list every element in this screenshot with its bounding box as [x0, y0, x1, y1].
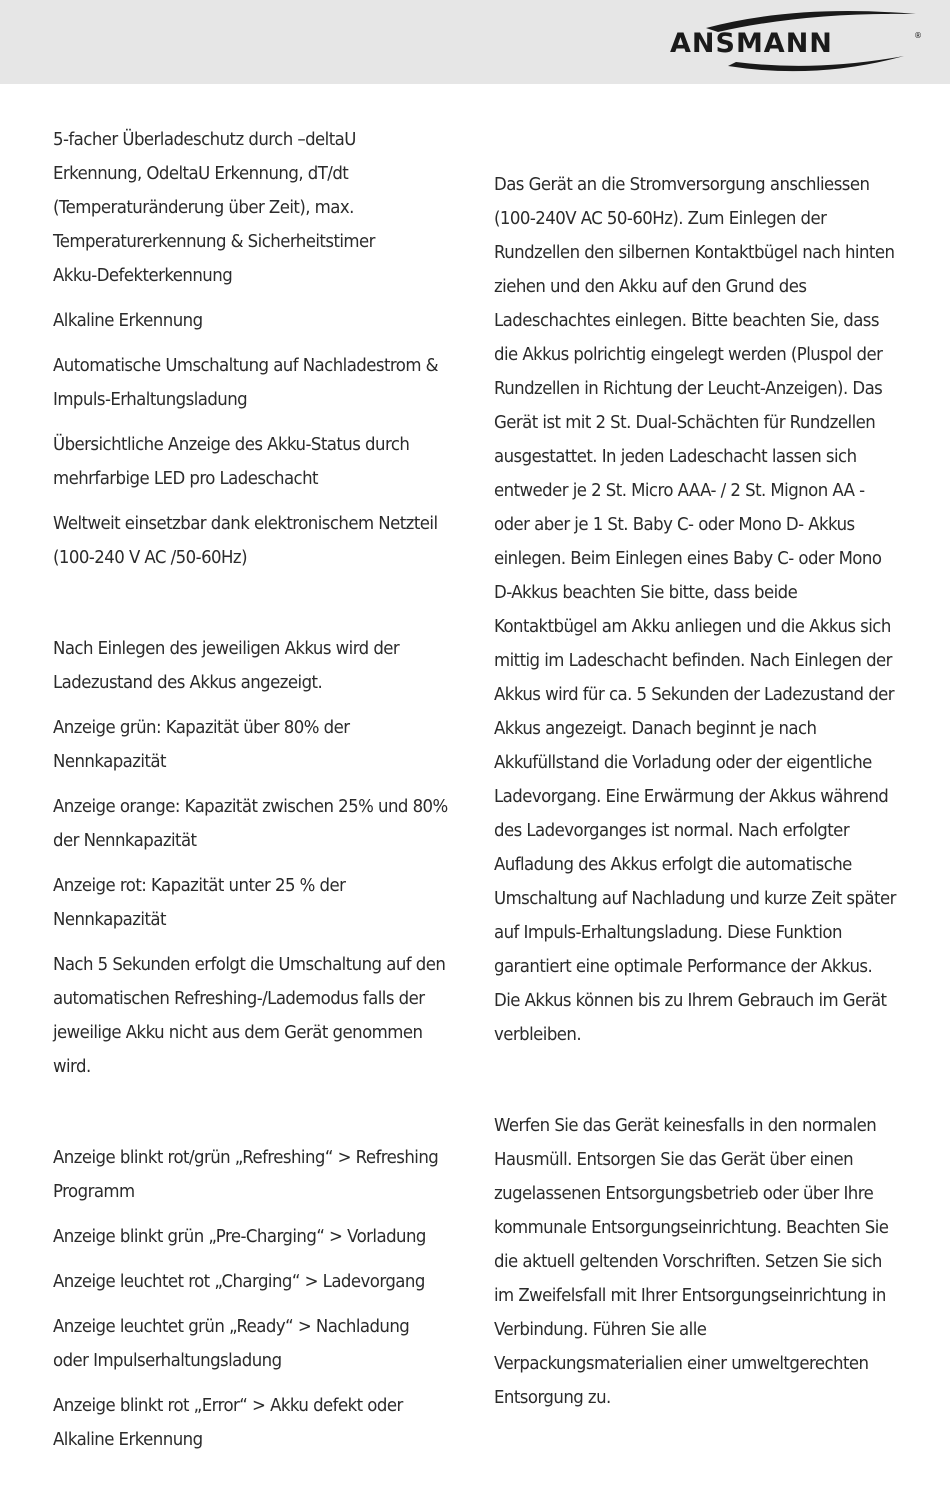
feature-auto-switch: Automatische Umschaltung auf Nachladestrom & Impuls-Erhaltungsladung: [53, 355, 439, 410]
feature-status-display: Übersichtliche Anzeige des Akku-Status durch mehrfarbige LED pro Ladeschacht: [53, 434, 410, 489]
status-ready: Anzeige leuchtet grün „Ready“ > Nachladung oder Impulserhaltungsladung: [53, 1316, 410, 1371]
feature-alkaline-detection: Alkaline Erkennung: [53, 310, 203, 331]
svg-text:®: ®: [914, 31, 922, 40]
right-column: [494, 168, 899, 1426]
status-charging: Anzeige leuchtet rot „Charging“ > Ladevorgang: [53, 1271, 425, 1292]
feature-worldwide: Weltweit einsetzbar dank elektronischem Netzteil (100-240 V AC /50-60Hz): [53, 513, 438, 568]
page-header: [0, 0, 950, 84]
disposal-instructions: Werfen Sie das Gerät keinesfalls in den normalen Hausmüll. Entsorgen Sie das Gerät über einen zugelassenen Entsorgungsbetrieb oder über Ihre kommunale Entsorgungseinrichtung. Beachten Sie die aktuell geltenden Vorschriften. Setzen Sie sich im Zweifelsfall mit Ihrer Entsorgungseinrichtung in Verbindung. Führen Sie alle Verpackungsmaterialien einer umweltgerechten Entsorgung zu.: [494, 1115, 889, 1408]
status-error: Anzeige blinkt rot „Error“ > Akku defekt oder Alkaline Erkennung: [53, 1395, 403, 1450]
display-switch-note: Nach 5 Sekunden erfolgt die Umschaltung auf den automatischen Refreshing-/Lademodus falls der jeweilige Akku nicht aus dem Gerät genommen wird.: [53, 954, 446, 1077]
status-pre-charging: Anzeige blinkt grün „Pre-Charging“ > Vorladung: [53, 1226, 426, 1247]
status-refreshing: Anzeige blinkt rot/grün „Refreshing“ > Refreshing Programm: [53, 1147, 439, 1202]
display-green: Anzeige grün: Kapazität über 80% der Nennkapazität: [53, 717, 350, 772]
display-orange: Anzeige orange: Kapazität zwischen 25% und 80% der Nennkapazität: [53, 796, 448, 851]
feature-defect-detection: Akku-Defekterkennung: [53, 265, 233, 286]
left-column: [53, 123, 449, 1468]
display-intro: Nach Einlegen des jeweiligen Akkus wird der Ladezustand des Akkus angezeigt.: [53, 638, 400, 693]
display-red: Anzeige rot: Kapazität unter 25 % der Nennkapazität: [53, 875, 346, 930]
ansmann-logo: [666, 6, 931, 76]
feature-overcharge-protection: 5-facher Überladeschutz durch –deltaU Erkennung, OdeltaU Erkennung, dT/dt (Temperaturänderung über Zeit), max. Temperaturerkennung & Sicherheitstimer: [53, 129, 375, 252]
brand-wordmark: ANSMANN: [670, 28, 833, 59]
operation-instructions: Das Gerät an die Stromversorgung anschliessen (100-240V AC 50-60Hz). Zum Einlegen der Rundzellen den silbernen Kontaktbügel nach hinten ziehen und den Akku auf den Grund des Ladeschachtes einlegen. Bitte beachten Sie, dass die Akkus polrichtig eingelegt werden (Pluspol der Rundzellen in Richtung der Leucht-Anzeigen). Das Gerät ist mit 2 St. Dual-Schächten für Rundzellen ausgestattet. In jeden Ladeschacht lassen sich entweder je 2 St. Micro AAA- / 2 St. Mignon AA - oder aber je 1 St. Baby C- oder Mono D- Akkus einlegen. Beim Einlegen eines Baby C- oder Mono D-Akkus beachten Sie bitte, dass beide Kontaktbügel am Akku anliegen und die Akkus sich mittig im Ladeschacht befinden. Nach Einlegen der Akkus wird für ca. 5 Sekunden der Ladezustand der Akkus angezeigt. Danach beginnt je nach Akkufüllstand die Vorladung oder der eigentliche Ladevorgang. Eine Erwärmung der Akkus während des Ladevorganges ist normal. Nach erfolgter Aufladung des Akkus erfolgt die automatische Umschaltung auf Nachladung und kurze Zeit später auf Impuls-Erhaltungsladung. Diese Funktion garantiert eine optimale Performance der Akkus. Die Akkus können bis zu Ihrem Gebrauch im Gerät verbleiben.: [494, 174, 896, 1045]
